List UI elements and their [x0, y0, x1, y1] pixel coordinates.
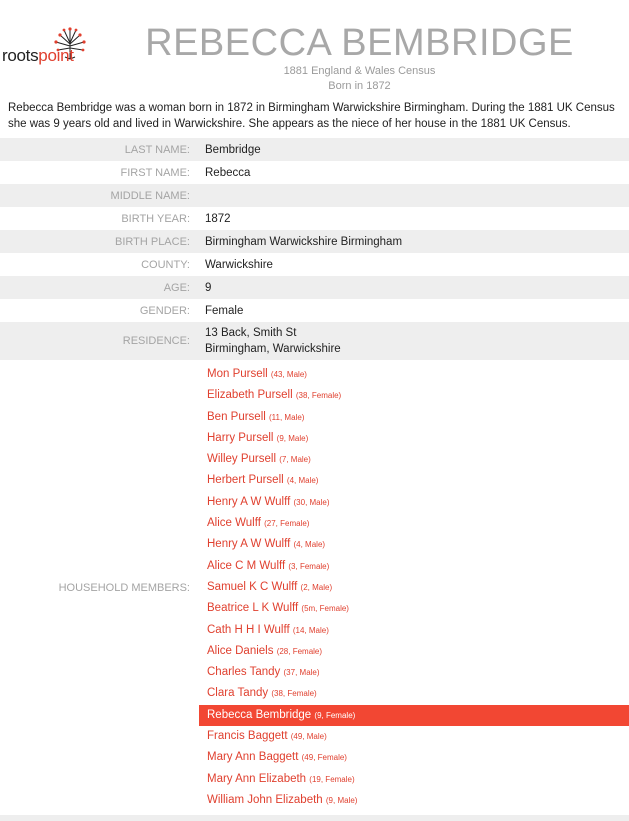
member-name: Henry A W Wulff — [207, 538, 291, 551]
member-name: Willey Pursell — [207, 453, 277, 466]
fact-value-gender: Female — [205, 304, 244, 317]
logo-text-point: point — [38, 46, 74, 65]
title-block — [90, 22, 629, 94]
household-member-link[interactable] — [199, 407, 629, 428]
member-age-gender: (38, Female) — [271, 689, 317, 699]
member-age-gender: (19, Female) — [309, 774, 355, 784]
fact-label: LAST NAME: — [0, 138, 199, 161]
household-member-link[interactable] — [199, 577, 629, 598]
member-name: Alice C M Wulff — [207, 559, 286, 572]
member-age-gender: (49, Female) — [301, 753, 347, 763]
fact-row-residence — [0, 322, 629, 360]
member-name: Henry A W Wulff — [207, 495, 291, 508]
fact-row-birth-year — [0, 207, 629, 230]
household-member-link[interactable] — [199, 683, 629, 704]
member-name: Samuel K C Wulff — [207, 580, 298, 593]
household-list — [199, 360, 629, 815]
fact-row-birth-place — [0, 230, 629, 253]
footer-divider — [0, 815, 629, 821]
member-age-gender: (27, Female) — [264, 519, 310, 529]
fact-value-residence — [199, 322, 629, 360]
household-member-link[interactable] — [199, 705, 629, 726]
member-age-gender: (9, Female) — [314, 710, 356, 720]
person-summary: Rebecca Bembridge was a woman born in 1872 in Birmingham Warwickshire Birmingham. During the 1881 UK Census she was 9 years old and lived in Warwickshire. She appears as the niece of her house in the 1881 UK Census. — [8, 102, 615, 130]
fact-row-county — [0, 253, 629, 276]
logo-text — [2, 46, 74, 66]
fact-label: FIRST NAME: — [120, 166, 190, 179]
member-name: Mary Ann Baggett — [207, 751, 299, 764]
household-member-link[interactable] — [199, 726, 629, 747]
fact-label: BIRTH PLACE: — [0, 230, 199, 253]
facts-table — [0, 138, 629, 815]
member-name: Mon Pursell — [207, 368, 268, 380]
household-member-link[interactable] — [199, 492, 629, 513]
household-member-link[interactable] — [199, 641, 629, 662]
household-members — [199, 364, 629, 811]
household-member-link[interactable] — [199, 556, 629, 577]
member-age-gender: (37, Male) — [283, 668, 320, 678]
member-age-gender: (28, Female) — [276, 646, 323, 656]
member-age-gender: (7, Male) — [279, 455, 311, 465]
fact-value-age: 9 — [199, 276, 629, 299]
member-age-gender: (3, Female) — [288, 561, 330, 571]
member-age-gender: (43, Male) — [270, 370, 307, 379]
member-name: Ben Pursell — [207, 410, 266, 423]
fact-label: RESIDENCE: — [0, 322, 199, 360]
logo-text-roots: roots — [2, 46, 39, 65]
fact-label: MIDDLE NAME: — [0, 184, 199, 207]
member-name: Herbert Pursell — [207, 474, 284, 487]
member-name: Elizabeth Pursell — [207, 389, 293, 402]
household-member-link[interactable] — [199, 449, 629, 470]
member-age-gender: (5m, Female) — [301, 604, 349, 614]
member-name: Alice Daniels — [207, 644, 274, 657]
household-member-link[interactable] — [199, 470, 629, 491]
member-name: Harry Pursell — [207, 431, 274, 444]
residence-street: 13 Back, Smith St — [205, 327, 297, 339]
fact-row-age — [0, 276, 629, 299]
household-member-link[interactable] — [199, 534, 629, 555]
fact-label: AGE: — [0, 276, 199, 299]
member-name: Rebecca Bembridge — [207, 708, 312, 721]
fact-value-last-name: Bembridge — [199, 138, 629, 161]
household-member-link[interactable] — [199, 769, 629, 790]
household-member-link[interactable] — [199, 747, 629, 768]
page-title: REBECCA BEMBRIDGE — [145, 22, 574, 64]
household-member-link[interactable] — [199, 790, 629, 811]
fact-label: BIRTH YEAR: — [121, 212, 190, 225]
member-age-gender: (49, Male) — [290, 732, 327, 742]
fact-label: GENDER: — [139, 304, 190, 317]
residence-city: Birmingham, Warwickshire — [205, 343, 341, 355]
birth-year-subtitle: Born in 1872 — [328, 80, 391, 92]
member-age-gender: (4, Male) — [286, 476, 319, 486]
member-age-gender: (14, Male) — [292, 625, 329, 635]
household-member-link[interactable] — [199, 620, 629, 641]
member-age-gender: (30, Male) — [293, 497, 330, 507]
fact-row-household — [0, 360, 629, 815]
member-name: Alice Wulff — [207, 517, 261, 530]
rootspoint-logo[interactable] — [2, 28, 92, 68]
census-name: 1881 England & Wales Census — [283, 65, 436, 77]
member-age-gender: (9, Male) — [325, 795, 358, 805]
member-age-gender: (9, Male) — [276, 433, 309, 443]
member-age-gender: (2, Male) — [300, 582, 333, 592]
fact-value-county: Warwickshire — [205, 258, 273, 271]
member-name: William John Elizabeth — [207, 793, 323, 806]
member-age-gender: (4, Male) — [293, 540, 326, 550]
household-member-link[interactable] — [199, 364, 629, 385]
member-age-gender: (11, Male) — [269, 412, 305, 422]
fact-label: HOUSEHOLD MEMBERS: — [58, 581, 190, 594]
fact-value-first-name: Rebecca — [205, 166, 251, 179]
fact-row-last-name — [0, 138, 629, 161]
fact-row-middle-name — [0, 184, 629, 207]
household-member-link[interactable] — [199, 385, 629, 406]
member-name: Charles Tandy — [207, 666, 281, 679]
household-member-link[interactable] — [199, 428, 629, 449]
page-header — [0, 0, 629, 96]
fact-row-first-name — [0, 161, 629, 184]
household-member-link[interactable] — [199, 662, 629, 683]
household-member-link[interactable] — [199, 598, 629, 619]
member-name: Francis Baggett — [207, 730, 288, 743]
member-name: Beatrice L K Wulff — [207, 602, 299, 615]
member-name: Cath H H I Wulff — [207, 623, 290, 636]
fact-value-birth-place: Birmingham Warwickshire Birmingham — [199, 230, 629, 253]
fact-label: COUNTY: — [141, 258, 190, 271]
member-name: Mary Ann Elizabeth — [207, 772, 307, 785]
member-name: Clara Tandy — [207, 687, 269, 700]
fact-row-gender — [0, 299, 629, 322]
fact-value-middle-name — [199, 184, 629, 207]
fact-value-birth-year: 1872 — [205, 212, 231, 225]
household-member-link[interactable] — [199, 513, 629, 534]
member-age-gender: (38, Female) — [295, 391, 342, 401]
